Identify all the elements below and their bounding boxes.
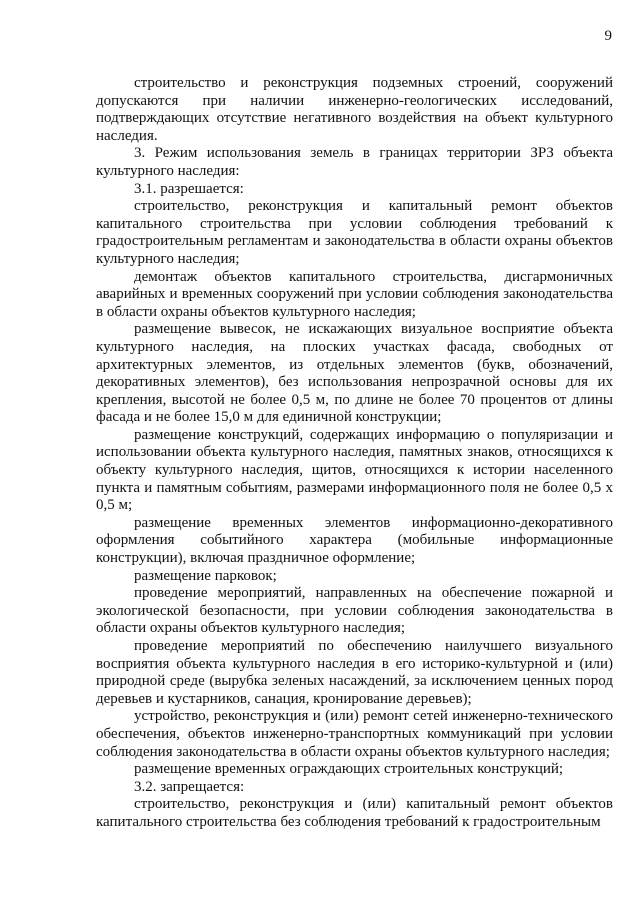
paragraph-visual-perception: проведение мероприятий по обеспечению наилучшего визуального восприятия объекта культурного наследия в его историко-культурной и (или) природной среде (вырубка зеленых насаждений, за исключением ценных пород деревьев и кустарников, санация, кронирование деревьев); [96, 638, 613, 707]
page-number: 9 [604, 28, 612, 44]
paragraph-info-structures: размещение конструкций, содержащих информацию о популяризации и использовании объекта культурного наследия, памятных знаков, относящихся к объекту культурного наследия, щитов, относящихся к истории населенного пункта и памятным событиям, размерами информационного поля не более 0,5 х 0,5 м; [96, 426, 613, 514]
paragraph-signage: размещение вывесок, не искажающих визуальное восприятие объекта культурного наследия, на плоских участках фасада, свободных от архитектурных элементов, из отдельных элементов (букв, обозначений, декоративных элементов), без использования непрозрачной основы для их крепления, высотой не более 0,5 м, по длине не более 70 процентов от длины фасада и не более 15,0 м для единичной конструкции; [96, 321, 613, 426]
paragraph-parking: размещение парковок; [134, 567, 277, 584]
paragraph-prohibited-construction: строительство, реконструкция и (или) капитальный ремонт объектов капитального строительства без соблюдения требований к градостроительным [96, 796, 613, 830]
paragraph-safety-measures: проведение мероприятий, направленных на обеспечение пожарной и экологической безопасности, при условии соблюдения законодательства в области охраны объектов культурного наследия; [96, 585, 613, 637]
paragraph-section-3-1-allowed: 3.1. разрешается: [134, 180, 244, 197]
paragraph-capital-construction: строительство, реконструкция и капитальный ремонт объектов капитального строительства при условии соблюдения требований к градостроительным регламентам и законодательства в области охраны объектов культурного наследия; [96, 198, 613, 267]
document-body [96, 75, 613, 832]
paragraph-temporary-decor: размещение временных элементов информационно-декоративного оформления событийного характера (мобильные информационные конструкции), включая праздничное оформление; [96, 514, 613, 567]
paragraph-underground-construction: строительство и реконструкция подземных строений, сооружений допускаются при наличии инженерно-геологических исследований, подтверждающих отсутствие негативного воздействия на объект культурного наследия. [96, 75, 613, 144]
paragraph-temporary-fences: размещение временных ограждающих строительных конструкций; [134, 761, 564, 778]
paragraph-demolition: демонтаж объектов капитального строительства, дисгармоничных аварийных и временных сооружений при условии соблюдения законодательства в области охраны объектов культурного наследия; [96, 268, 613, 320]
paragraph-section-3-2-prohibited: 3.2. запрещается: [134, 778, 245, 795]
paragraph-section-3-heading: 3. Режим использования земель в границах территории ЗРЗ объекта культурного наследия: [96, 145, 613, 179]
paragraph-utility-networks: устройство, реконструкция и (или) ремонт сетей инженерно-технического обеспечения, объектов инженерно-транспортных коммуникаций при условии соблюдения законодательства в области охраны объектов культурного наследия; [96, 708, 613, 760]
